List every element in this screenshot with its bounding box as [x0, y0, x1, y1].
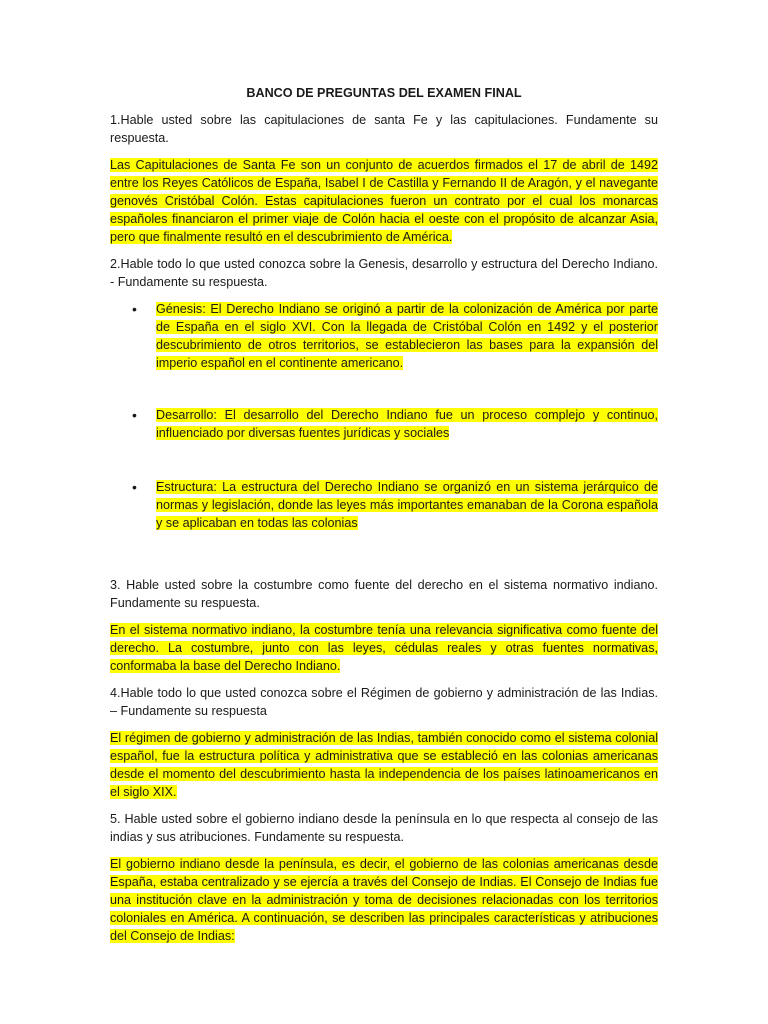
question-4: 4.Hable todo lo que usted conozca sobre el Régimen de gobierno y administración de las Indias. – Fundamente su respuesta	[110, 686, 658, 718]
list-item-desarrollo	[110, 406, 658, 442]
list-spacer	[110, 442, 658, 478]
bullet-icon: •	[132, 301, 137, 317]
answer-5-text: El gobierno indiano desde la península, es decir, el gobierno de las colonias americanas desde España, estaba centralizado y se ejercía a través del Consejo de Indias. El Consejo de Indias fue una institución clave en la administración y toma de decisiones relacionadas con los territorios coloniales en América. A continuación, se describen las principales características y atribuciones del Consejo de Indias:	[110, 857, 658, 943]
document-title: BANCO DE PREGUNTAS DEL EXAMEN FINAL	[246, 86, 522, 100]
answer-2-list	[110, 300, 658, 532]
answer-4-text: El régimen de gobierno y administración de las Indias, también conocido como el sistema colonial español, fue la estructura política y administrativa que se estableció en las colonias americanas desde el momento del descubrimiento hasta la independencia de los países latinoamericanos en el siglo XIX.	[110, 731, 658, 799]
list-item-text: Desarrollo: El desarrollo del Derecho Indiano fue un proceso complejo y continuo, influenciado por diversas fuentes jurídicas y sociales	[156, 408, 658, 440]
answer-3-text: En el sistema normativo indiano, la costumbre tenía una relevancia significativa como fuente del derecho. La costumbre, junto con las leyes, cédulas reales y otras fuentes normativas, conformaba la base del Derecho Indiano.	[110, 623, 658, 673]
question-5: 5. Hable usted sobre el gobierno indiano desde la península en lo que respecta al consejo de las indias y sus atribuciones. Fundamente su respuesta.	[110, 812, 658, 844]
question-1: 1.Hable usted sobre las capitulaciones de santa Fe y las capitulaciones. Fundamente su respuesta.	[110, 113, 658, 145]
question-2: 2.Hable todo lo que usted conozca sobre la Genesis, desarrollo y estructura del Derecho Indiano. - Fundamente su respuesta.	[110, 257, 658, 289]
document-page	[110, 84, 658, 954]
answer-1-text: Las Capitulaciones de Santa Fe son un conjunto de acuerdos firmados el 17 de abril de 1492 entre los Reyes Católicos de España, Isabel I de Castilla y Fernando II de Aragón, y el navegante genovés Cristóbal Colón. Estas capitulaciones fueron un contrato por el cual los monarcas españoles financiaron el primer viaje de Colón hacia el oeste con el propósito de alcanzar Asia, pero que finalmente resultó en el descubrimiento de América.	[110, 158, 658, 244]
question-3: 3. Hable usted sobre la costumbre como fuente del derecho en el sistema normativo indiano. Fundamente su respuesta.	[110, 578, 658, 610]
bullet-icon: •	[132, 407, 137, 423]
list-spacer	[110, 372, 658, 406]
list-item-estructura	[110, 478, 658, 532]
bullet-icon: •	[132, 479, 137, 495]
list-item-genesis	[110, 300, 658, 372]
answer-1	[110, 156, 658, 246]
list-item-text: Génesis: El Derecho Indiano se originó a partir de la colonización de América por parte de España en el siglo XVI. Con la llegada de Cristóbal Colón en 1492 y el posterior descubrimiento de otros territorios, se establecieron las bases para la expansión del imperio español en el continente americano.	[156, 302, 658, 370]
section-spacer	[110, 532, 658, 576]
list-item-text: Estructura: La estructura del Derecho Indiano se organizó en un sistema jerárquico de normas y legislación, donde las leyes más importantes emanaban de la Corona española y se aplicaban en todas las colonias	[156, 480, 658, 530]
answer-5	[110, 855, 658, 945]
answer-4	[110, 729, 658, 801]
answer-3	[110, 621, 658, 675]
